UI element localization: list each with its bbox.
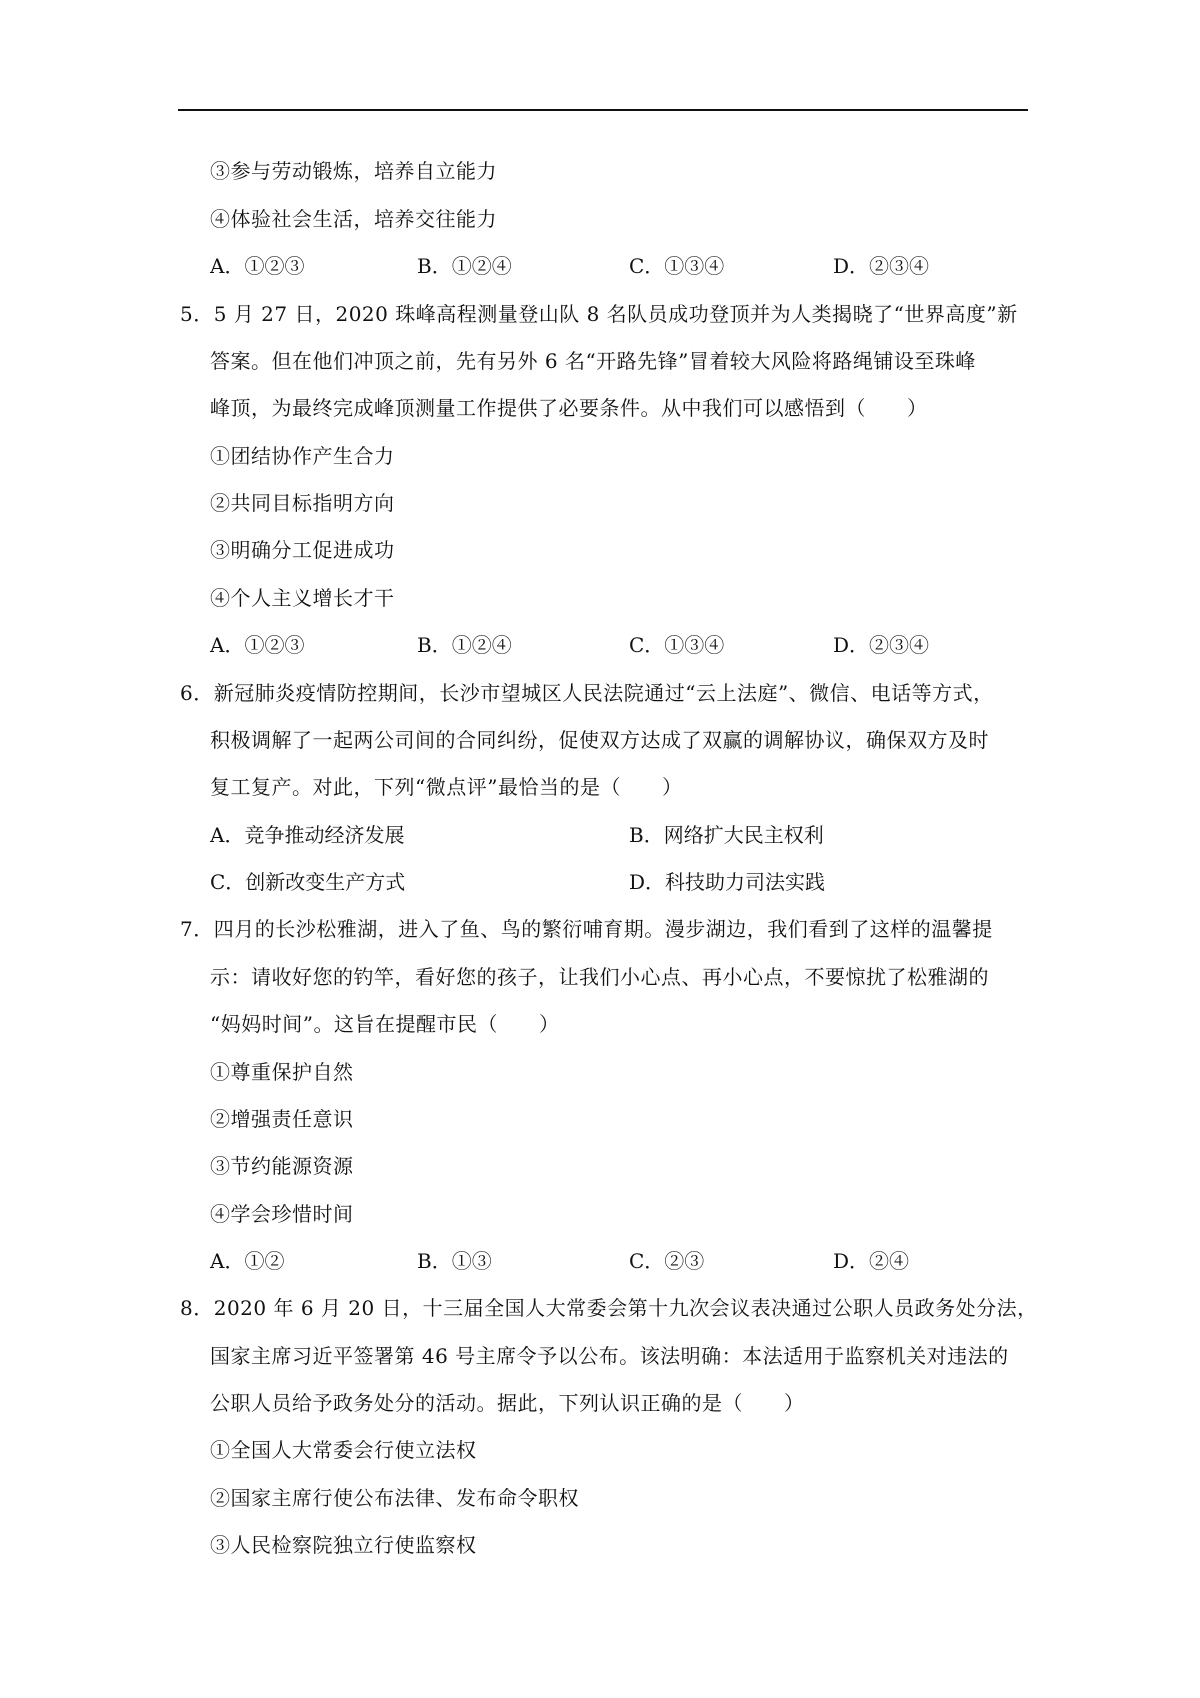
q8-stem-line-3: 公职人员给予政务处分的活动。据此，下列认识正确的是（ ） — [210, 1391, 805, 1415]
q5-option-a: A．①②③ — [210, 633, 305, 657]
q6-stem-line-3: 复工复产。对此，下列“微点评”最恰当的是（ ） — [210, 775, 683, 799]
q4-option-c: C．①③④ — [629, 254, 725, 278]
q8-item-1: ①全国人大常委会行使立法权 — [210, 1438, 477, 1462]
q4-option-a: A．①②③ — [210, 254, 305, 278]
q5-item-3: ③明确分工促进成功 — [210, 538, 395, 562]
q5-option-c: C．①③④ — [629, 633, 725, 657]
q4-option-d: D．②③④ — [833, 254, 930, 278]
q7-stem-line-3: “妈妈时间”。这旨在提醒市民（ ） — [210, 1012, 560, 1036]
q6-stem-line-1: 6．新冠肺炎疫情防控期间，长沙市望城区人民法院通过“云上法庭”、微信、电话等方式， — [180, 681, 994, 705]
q7-option-a: A．①② — [210, 1249, 285, 1273]
q6-option-c: C．创新改变生产方式 — [210, 870, 406, 894]
q4-item-4: ④体验社会生活，培养交往能力 — [210, 207, 497, 231]
q8-stem-line-1: 8．2020 年 6 月 20 日，十三届全国人大常委会第十九次会议表决通过公职人员政务处分法， — [180, 1296, 1038, 1320]
q7-stem-line-1: 7．四月的长沙松雅湖，进入了鱼、鸟的繁衍哺育期。漫步湖边，我们看到了这样的温馨提 — [180, 917, 993, 941]
q7-stem-line-2: 示：请收好您的钓竿，看好您的孩子，让我们小心点、再小心点，不要惊扰了松雅湖的 — [210, 965, 989, 989]
q5-item-2: ②共同目标指明方向 — [210, 491, 395, 515]
q7-item-3: ③节约能源资源 — [210, 1154, 354, 1178]
q4-option-b: B．①②④ — [417, 254, 512, 278]
q5-stem-line-2: 答案。但在他们冲顶之前，先有另外 6 名“开路先锋”冒着较大风险将路绳铺设至珠峰 — [210, 349, 976, 373]
q5-option-b: B．①②④ — [417, 633, 512, 657]
q8-item-2: ②国家主席行使公布法律、发布命令职权 — [210, 1486, 579, 1510]
q5-item-1: ①团结协作产生合力 — [210, 444, 395, 468]
q5-item-4: ④个人主义增长才干 — [210, 586, 395, 610]
q5-stem-line-1: 5．5 月 27 日，2020 珠峰高程测量登山队 8 名队员成功登顶并为人类揭晓了“世界高度”新 — [180, 302, 1018, 326]
q5-option-d: D．②③④ — [833, 633, 930, 657]
q7-option-b: B．①③ — [417, 1249, 492, 1273]
q8-stem-line-2: 国家主席习近平签署第 46 号主席令予以公布。该法明确：本法适用于监察机关对违法的 — [210, 1344, 1009, 1368]
q7-option-c: C．②③ — [629, 1249, 705, 1273]
q4-item-3: ③参与劳动锻炼，培养自立能力 — [210, 159, 497, 183]
q5-stem-line-3: 峰顶，为最终完成峰顶测量工作提供了必要条件。从中我们可以感悟到（ ） — [210, 396, 928, 420]
q6-option-d: D．科技助力司法实践 — [629, 870, 826, 894]
q7-item-2: ②增强责任意识 — [210, 1107, 354, 1131]
q6-stem-line-2: 积极调解了一起两公司间的合同纠纷，促使双方达成了双赢的调解协议，确保双方及时 — [210, 728, 989, 752]
q7-item-4: ④学会珍惜时间 — [210, 1202, 354, 1226]
q8-item-3: ③人民检察院独立行使监察权 — [210, 1533, 477, 1557]
q6-option-a: A．竞争推动经济发展 — [210, 823, 405, 847]
q6-option-b: B．网络扩大民主权利 — [629, 823, 824, 847]
header-rule — [178, 109, 1028, 111]
q7-option-d: D．②④ — [833, 1249, 910, 1273]
q7-item-1: ①尊重保护自然 — [210, 1060, 354, 1084]
